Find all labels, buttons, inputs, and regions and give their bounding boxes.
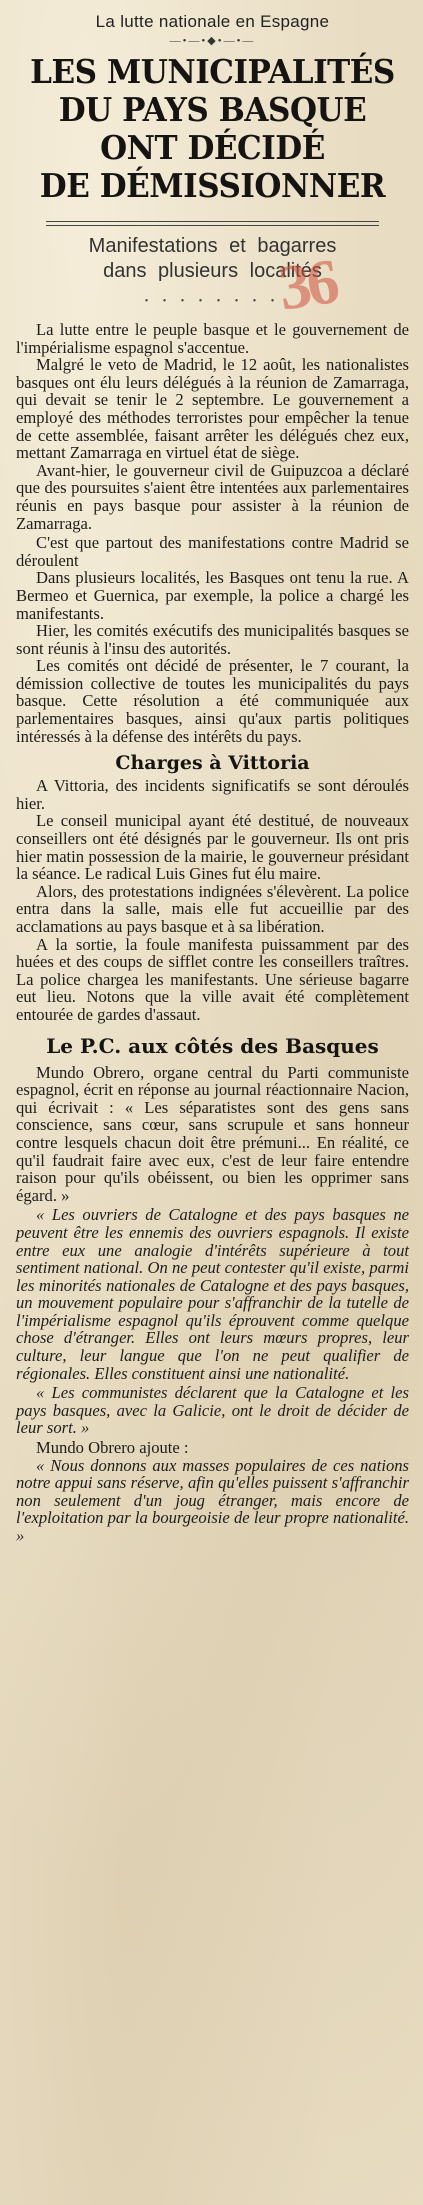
paragraph: C'est que partout des manifestations contre Madrid se déroulent <box>16 533 409 570</box>
closing-quotation <box>16 1457 409 1545</box>
subhead-line-2: dans plusieurs localités <box>103 260 322 282</box>
paragraph: A Vittoria, des incidents significatifs se sont déroulés hier. <box>16 776 409 813</box>
headline-line-3: ONT DÉCIDÉ <box>100 128 325 167</box>
handwritten-number: 36 <box>274 245 340 324</box>
paragraph: Hier, les comités exécutifs des municipalités basques se sont réunis à l'insu des autorités. <box>16 621 409 658</box>
paragraph: Avant-hier, le gouverneur civil de Guipuzcoa a déclaré que des poursuites s'aient être intentées aux parlementaires réunis en pays basque pour assister à la réunion de Zamarraga. <box>16 460 409 533</box>
section-heading: Le P.C. aux côtés des Basques <box>46 1033 379 1058</box>
paragraph: Les comités ont décidé de présenter, le 7 courant, la démission collective de toutes les municipalités du pays basque. Cette résolution a été communiquée aux parlementaires basques, ainsi qu'aux partis politiques intéressés à la défense des intérêts du pays. <box>16 656 409 746</box>
subhead <box>34 234 391 284</box>
headline <box>16 53 409 205</box>
quote-paragraph: « Les communistes déclarent que la Catalogne et les pays basques, avec la Galicie, ont le droit de décider de leur sort. » <box>16 1383 409 1438</box>
paragraph: Alors, des protestations indignées s'élevèrent. La police entra dans la salle, mais elle fut accueillie par des acclamations au pays basque et à sa libération. <box>16 881 409 936</box>
paragraph: Malgré le veto de Madrid, le 12 août, les nationalistes basques ont élu leurs délégués à la réunion de Zamarraga, qui devait se tenir le 2 septembre. Le gouvernement a employé des méthodes terroristes pour empêcher la tenue de cette assemblée, faisant arrêter les délégués chez eux, mettant Zamarraga en virtuel état de siège. <box>16 355 409 463</box>
kicker: La lutte nationale en Espagne <box>95 12 330 31</box>
quote-paragraph: « Nous donnons aux masses populaires de ces nations notre appui sans réserve, afin qu'elles puissent s'affranchir non seulement d'un joug étranger, mais encore de l'exploitation par la bourgeoisie de leur propre nationalité. » <box>16 1455 409 1545</box>
ornament-divider: —•—•◆•—•— <box>169 35 256 47</box>
dotted-divider: • • • • • • • • <box>144 296 281 307</box>
article-body <box>16 321 409 1545</box>
quotation <box>16 1206 409 1437</box>
section-heading: Charges à Vittoria <box>115 752 310 775</box>
subhead-line-1: Manifestations et bagarres <box>88 235 337 257</box>
quote-paragraph: « Les ouvriers de Catalogne et des pays basques ne peuvent être les ennemis des ouvriers espagnols. Il existe entre eux une analogie d'intérêts supérieure à tout sentiment national. On ne peut contester qu'il existe, parmi les minorités nationales de Catalogne et des pays basques, un mouvement populaire pour s'affranchir de la tutelle de l'impérialisme espagnol qu'ils éprouvent comme quelque chose d'étranger. Elles ont leurs mœurs propres, leur culture, leur langue que l'on ne peut qualifier de régionales. Elles constituent ainsi une nationalité. <box>16 1205 409 1383</box>
headline-line-4: DE DÉMISSIONNER <box>39 166 386 205</box>
divider <box>46 221 379 226</box>
paragraph: Mundo Obrero ajoute : <box>36 1438 189 1458</box>
paragraph: Mundo Obrero, organe central du Parti communiste espagnol, écrit en réponse au journal réactionnaire Nacion, qui écrivait : « Les séparatistes sont des gens sans conscience, sans cœur, sans scrupule et sans honneur contre lesquels chacun doit être prémuni... En réalité, ce qu'il faudrait faire avec eux, c'est de leur faire entendre raison pour qu'ils obéissent, ou bien les opprimer sans égard. » <box>16 1062 409 1205</box>
paragraph: Le conseil municipal ayant été destitué, de nouveaux conseillers ont été désignés par le gouverneur. Ils ont pris hier matin possession de la mairie, le gouverneur présidant la séance. Le radical Luis Gines fut élu maire. <box>16 811 409 884</box>
paragraph: La lutte entre le peuple basque et le gouvernement de l'impérialisme espagnol s'accentue. <box>16 320 409 357</box>
paragraph: Dans plusieurs localités, les Basques ont tenu la rue. A Bermeo et Guernica, par exemple, la police a chargé les manifestants. <box>16 568 409 623</box>
headline-line-1: LES MUNICIPALITÉS <box>30 52 395 91</box>
headline-line-2: DU PAYS BASQUE <box>58 90 367 129</box>
paragraph: A la sortie, la foule manifesta puissamment par des huées et des coups de sifflet contre les conseillers traîtres. La police chargea les manifestants. Une sérieuse bagarre eut lieu. Notons que la ville avait été complètement entourée de gardes d'assaut. <box>16 934 409 1024</box>
